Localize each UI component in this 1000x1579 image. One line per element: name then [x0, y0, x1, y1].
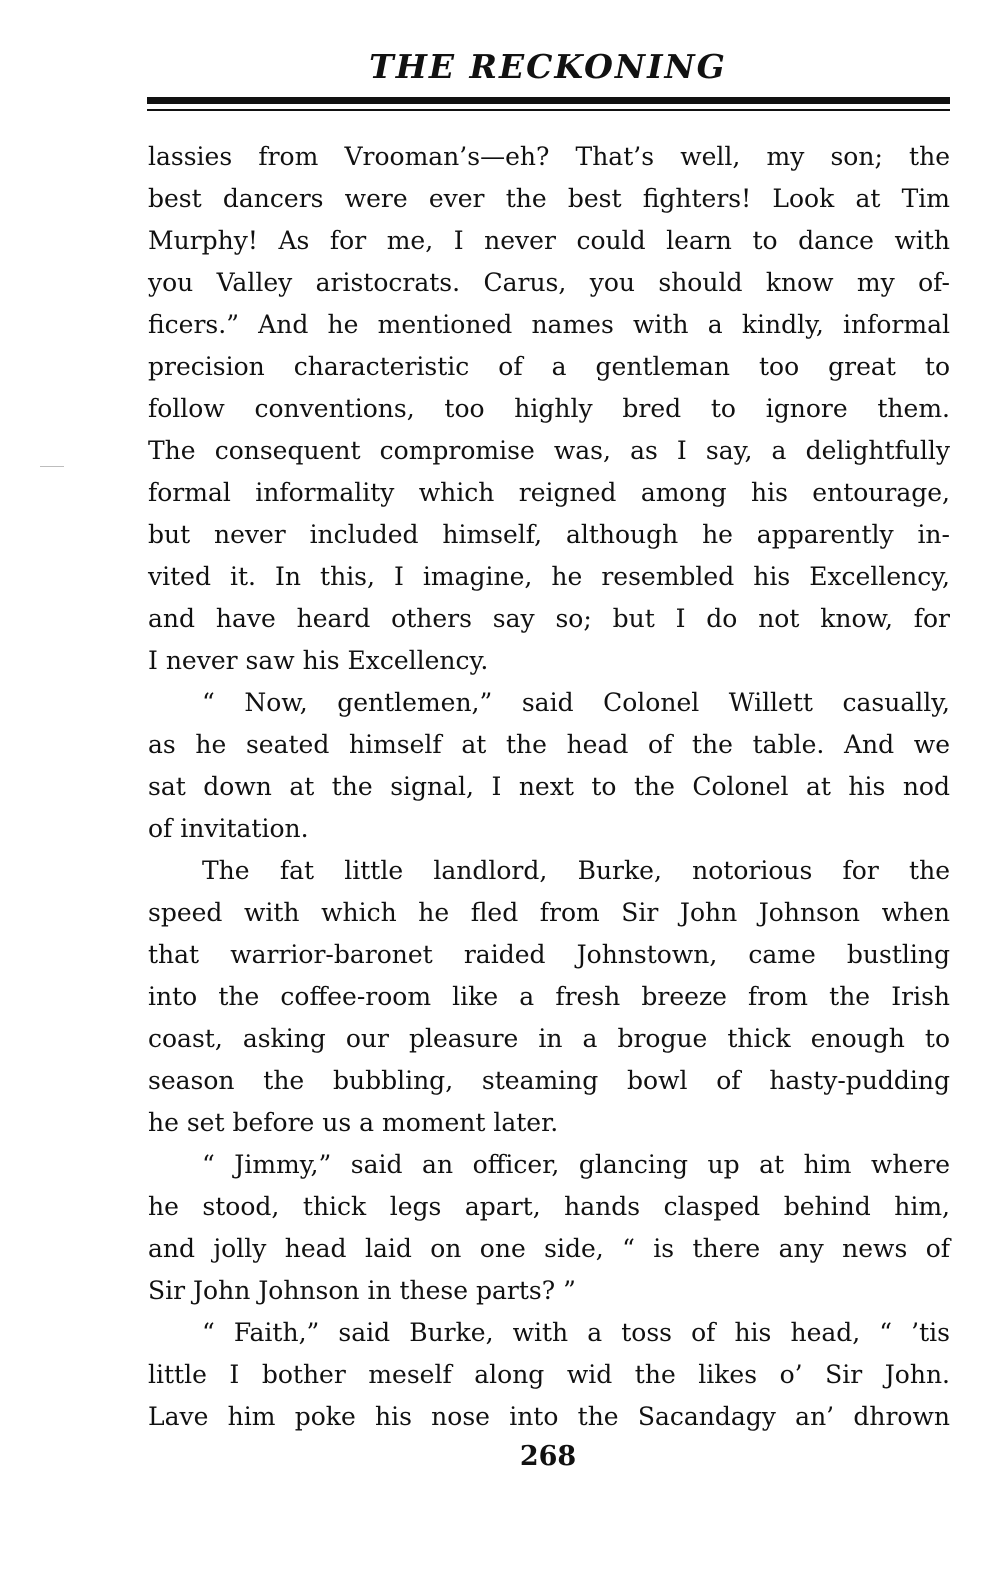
text-line: and jolly head laid on one side, “ is there any news of [148, 1234, 950, 1263]
running-head: THE RECKONING [369, 47, 727, 86]
text-line: speed with which he fled from Sir John Johnson when [148, 898, 950, 927]
text-line: best dancers were ever the best fighters! Look at Tim [148, 184, 950, 213]
page-number: 268 [519, 1441, 577, 1472]
text-line: Sir John Johnson in these parts? ” [148, 1276, 576, 1305]
text-line: season the bubbling, steaming bowl of hasty-pudding [148, 1066, 950, 1095]
text-line: Lave him poke his nose into the Sacandagy an’ dhrown [148, 1402, 950, 1431]
text-line: precision characteristic of a gentleman too great to [148, 352, 950, 381]
text-line: formal informality which reigned among his entourage, [148, 478, 950, 507]
text-line: coast, asking our pleasure in a brogue thick enough to [148, 1024, 950, 1053]
text-line: The fat little landlord, Burke, notorious for the [202, 856, 950, 885]
text-line: lassies from Vrooman’s—eh? That’s well, my son; the [148, 142, 950, 171]
text-line: vited it. In this, I imagine, he resembled his Excellency, [148, 562, 950, 591]
text-line: he set before us a moment later. [148, 1108, 559, 1137]
header-rule-thick [147, 97, 950, 104]
text-line: ficers.” And he mentioned names with a kindly, informal [148, 310, 950, 339]
margin-mark [40, 466, 64, 467]
text-line: he stood, thick legs apart, hands clasped behind him, [148, 1192, 950, 1221]
text-line: you Valley aristocrats. Carus, you should know my of- [148, 268, 950, 297]
text-line: into the coffee-room like a fresh breeze from the Irish [148, 982, 950, 1011]
text-line: that warrior-baronet raided Johnstown, came bustling [148, 940, 950, 969]
text-line: The consequent compromise was, as I say, a delightfully [148, 436, 950, 465]
body-text [148, 136, 950, 1438]
text-line: little I bother meself along wid the likes o’ Sir John. [148, 1360, 950, 1389]
text-line: “ Now, gentlemen,” said Colonel Willett casually, [202, 688, 950, 717]
header-rule-thin [147, 109, 950, 111]
text-line: follow conventions, too highly bred to ignore them. [148, 394, 950, 423]
text-line: “ Jimmy,” said an officer, glancing up at him where [202, 1150, 950, 1179]
text-line: and have heard others say so; but I do not know, for [148, 604, 950, 633]
text-line: I never saw his Excellency. [148, 646, 489, 675]
text-line: but never included himself, although he apparently in- [148, 520, 950, 549]
text-line: Murphy! As for me, I never could learn to dance with [148, 226, 950, 255]
text-line: “ Faith,” said Burke, with a toss of his head, “ ’tis [202, 1318, 950, 1347]
text-line: as he seated himself at the head of the table. And we [148, 730, 950, 759]
text-line: of invitation. [148, 814, 309, 843]
text-line: sat down at the signal, I next to the Colonel at his nod [148, 772, 950, 801]
